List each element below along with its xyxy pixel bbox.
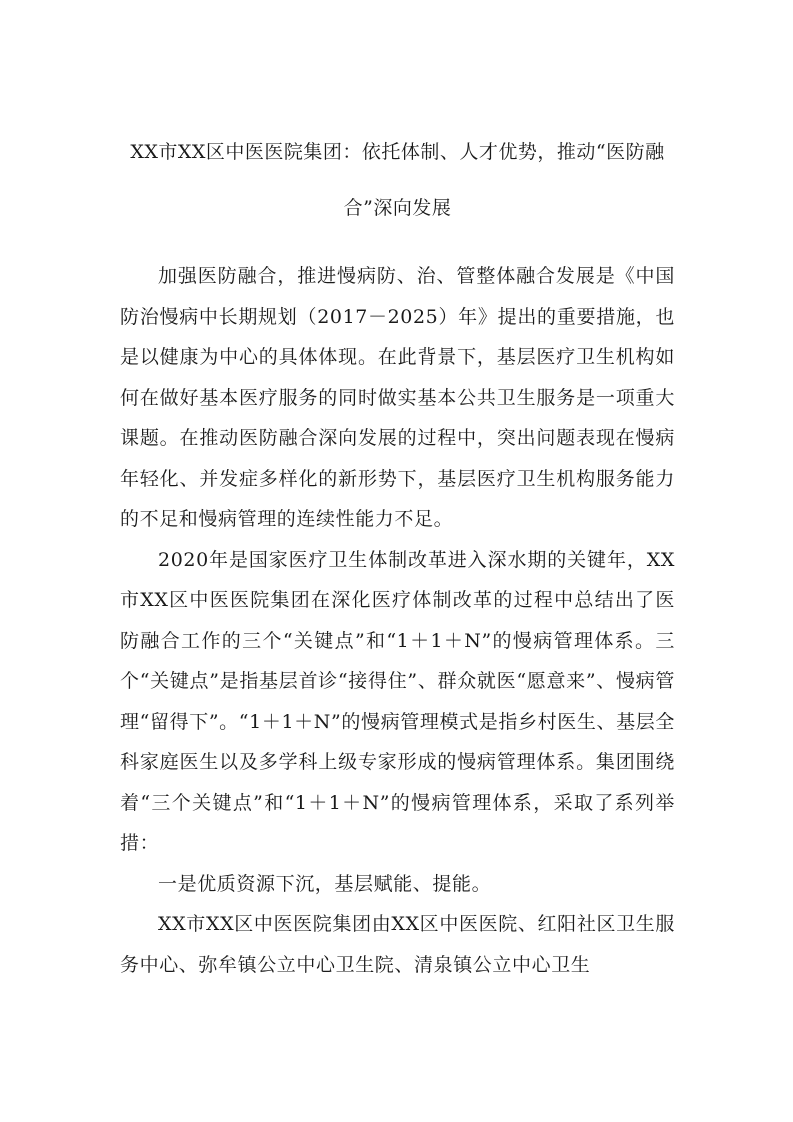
document-body [120, 124, 675, 985]
document-title: XX市XX区中医医院集团：依托体制、人才优势，推动“医防融合”深向发展 [130, 141, 665, 219]
paragraph-intro: 加强医防融合，推进慢病防、治、管整体融合发展是《中国防治慢病中长期规划（2017－2025）年》提出的重要措施，也是以健康为中心的具体体现。在此背景下，基层医疗卫生机构如何在做好基本医疗服务的同时做实基本公共卫生服务是一项重大课题。在推动医防融合深向发展的过程中，突出问题表现在慢病年轻化、并发症多样化的新形势下，基层医疗卫生机构服务能力的不足和慢病管理的连续性能力不足。 [120, 265, 675, 530]
paragraph-reform-2020: 2020年是国家医疗卫生体制改革进入深水期的关键年，XX市XX区中医医院集团在深化医疗体制改革的过程中总结出了医防融合工作的三个“关键点”和“1＋1＋N”的慢病管理体系。三个“关键点”是指基层首诊“接得住”、群众就医“愿意来”、慢病管理“留得下”。“1＋1＋N”的慢病管理模式是指乡村医生、基层全科家庭医生以及多学科上级专家形成的慢病管理体系。集团围绕着“三个关键点”和“1＋1＋N”的慢病管理体系，采取了系列举措： [120, 548, 675, 854]
title-spacer [120, 236, 675, 256]
paragraph-measure-one: 一是优质资源下沉，基层赋能、提能。 [158, 872, 492, 895]
paragraph-group-members: XX市XX区中医医院集团由XX区中医医院、红阳社区卫生服务中心、弥牟镇公立中心卫生院、清泉镇公立中心卫生 [120, 913, 675, 976]
